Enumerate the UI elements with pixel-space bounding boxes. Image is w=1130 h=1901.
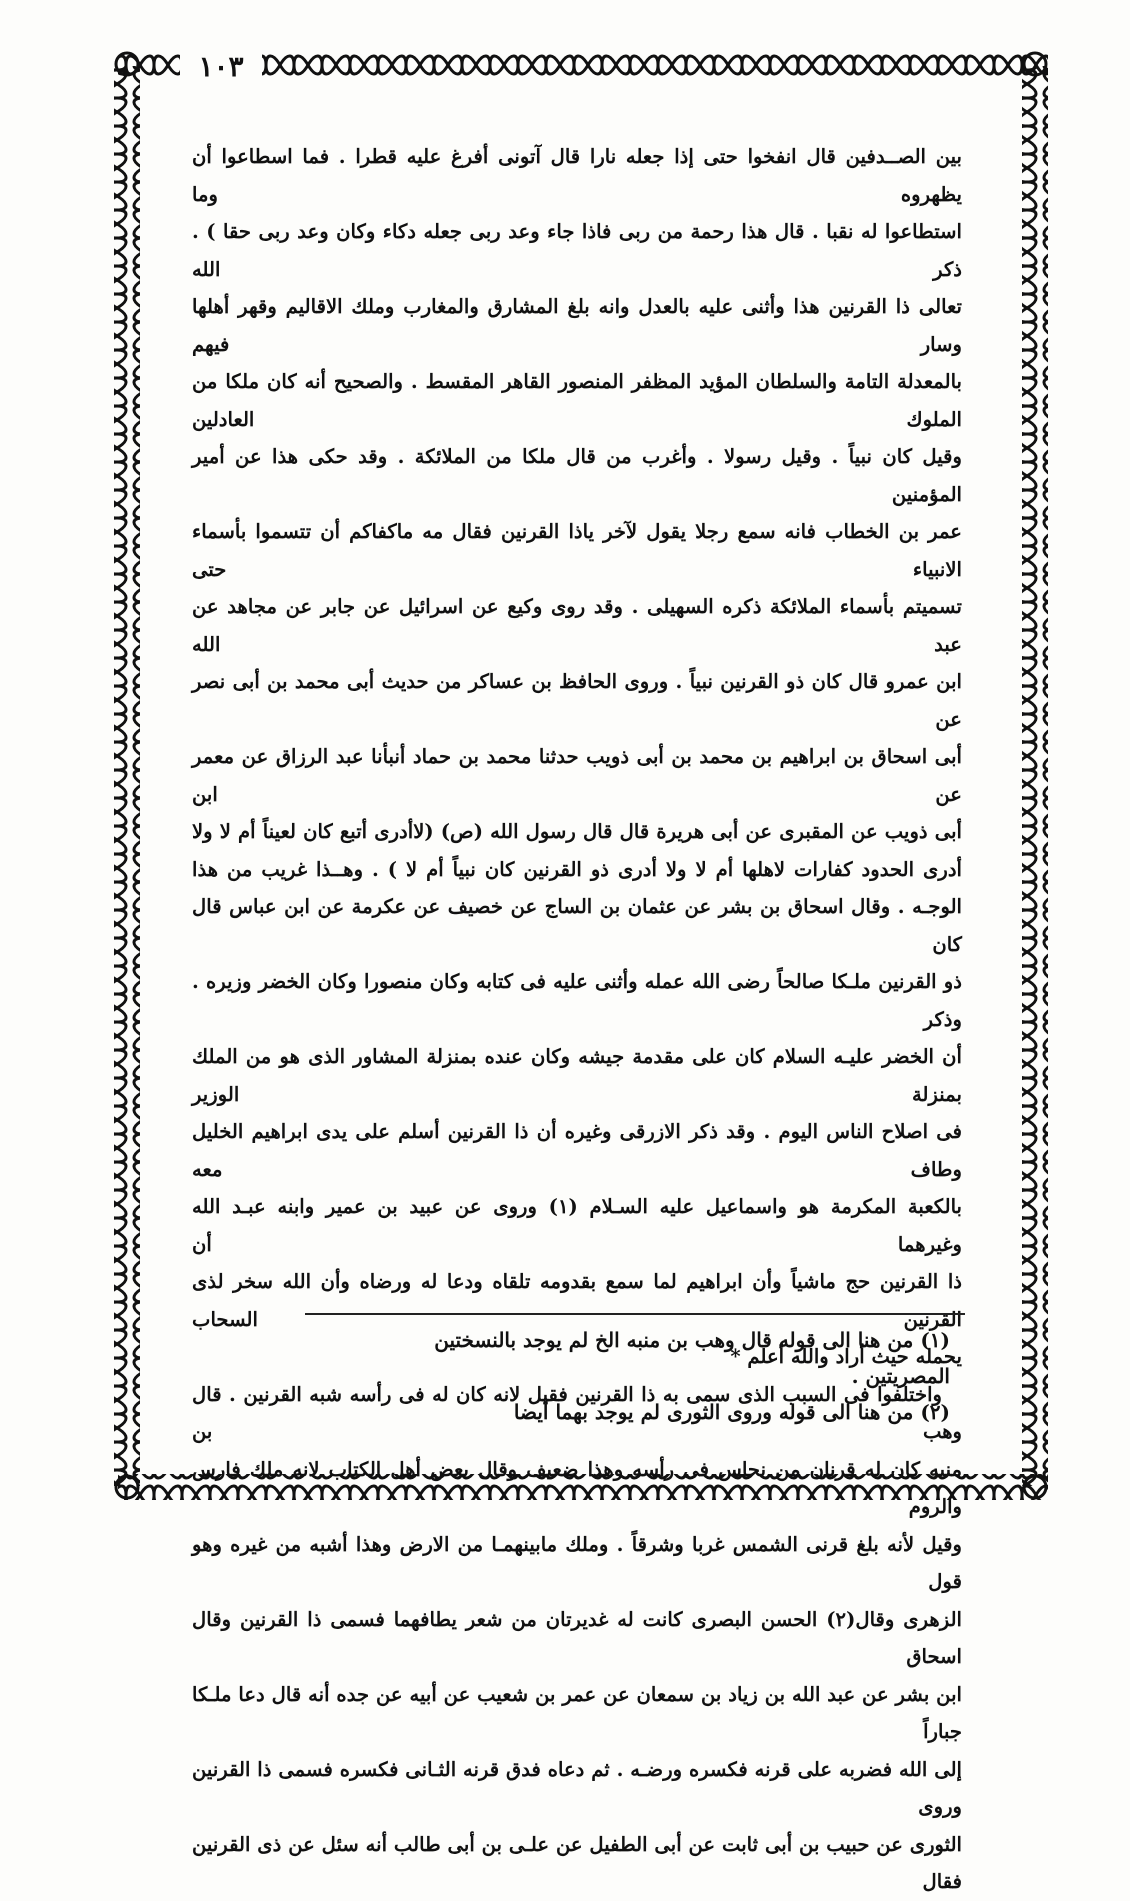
text-line: أن الخضر عليـه السلام كان على مقدمة جيشه وكان عنده بمنزلة المشاور الذى هو من الملك بمنزلة الوزير: [192, 1045, 962, 1106]
text-line: إلى الله فضربه على قرنه فكسره ورضـه . ثم دعاه فدق قرنه الثـانى فكسره فسمى ذا القرنين وروى: [192, 1757, 962, 1818]
text-line: بين الصــدفين قال انفخوا حتى إذا جعله نارا قال آتونى أفرغ عليه قطرا . فما اسطاعوا أن يظهروه وما: [192, 145, 962, 206]
text-line: ذو القرنين ملـكا صالحاً رضى الله عمله وأثنى عليه فى كتابه وكان منصورا وكان الخضر وزيره . وذكر: [192, 970, 962, 1031]
text-line: استطاعوا له نقبا . قال هذا رحمة من ربى فاذا جاء وعد ربى جعله دكاء وكان وعد ربى حقا ) . ذكر الله: [192, 220, 962, 281]
text-line: وقيل لأنه بلغ قرنى الشمس غربا وشرقاً . وملك مابينهمـا من الارض وهذا أشبه من غيره وهو قول: [192, 1532, 962, 1593]
text-line: ذا القرنين حج ماشياً وأن ابراهيم لما سمع بقدومه تلقاه ودعا له ورضاه وأن الله سخر لذى القرنين السحاب: [192, 1270, 962, 1331]
text-line: ابن عمرو قال كان ذو القرنين نبياً . وروى الحافظ بن عساكر من حديث أبى محمد بن أبى نصر عن: [192, 670, 962, 731]
text-line: تسميتم بأسماء الملائكة ذكره السهيلى . وقد روى وكيع عن اسرائيل عن جابر عن مجاهد عن عبد الله: [192, 595, 962, 656]
page-number: ١٠٣: [180, 46, 262, 88]
text-line: بالكعبة المكرمة هو واسماعيل عليه السـلام (١) وروى عن عبيد بن عمير وابنه عبـد الله وغيرهما أن: [192, 1195, 962, 1256]
text-line: أدرى الحدود كفارات لاهلها أم لا ولا أدرى ذو القرنين كان نبياً أم لا ) . وهــذا غريب من هذا: [192, 857, 962, 881]
text-line: تعالى ذا القرنين هذا وأثنى عليه بالعدل وانه بلغ المشارق والمغارب وملك الاقاليم وقهر أهلها وسار فيهم: [192, 295, 962, 356]
text-line: أبى ذويب عن المقبرى عن أبى هريرة قال قال رسول الله (ص) (لاأدرى أتبع كان لعيناً أم لا ولا: [192, 820, 962, 843]
text-line: الزهرى وقال(٢) الحسن البصرى كانت له غديرتان من شعر يطافهما فسمى ذا القرنين وقال اسحاق: [192, 1607, 962, 1668]
text-line: ابن بشر عن عبد الله بن زياد بن سمعان عن عمر بن شعيب عن أبيه عن جده أنه قال دعا ملـكا جباراً: [192, 1682, 962, 1743]
text-line: أبى اسحاق بن ابراهيم بن محمد بن أبى ذويب حدثنا محمد بن حماد أنبأنا عبد الرزاق عن معمر عن ابن: [192, 745, 962, 806]
text-line: يحمله حيث أراد والله أعلم *: [730, 1345, 962, 1368]
text-line: عمر بن الخطاب فانه سمع رجلا يقول لآخر ياذا القرنين فقال مه ماكفاكم أن تتسموا بأسماء الانبياء حتى: [192, 520, 962, 581]
footnote: (١) من هنا الى قوله قال وهب بن منبه الخ لم يوجد بالنسختين المصريتين .: [434, 1328, 950, 1388]
footnotes: [420, 1322, 950, 1430]
text-line: وقيل كان نبياً . وقيل رسولا . وأغرب من قال ملكا من الملائكة . وقد حكى هذا عن أمير المؤمنين: [192, 445, 962, 506]
text-line: منبه كان له قرنان من نحاس فى رأسه وهذا ضعيف وقال بعض أهل الكتاب لانه ملك فارس والروم: [192, 1457, 962, 1518]
text-line: الثورى عن حبيب بن أبى ثابت عن أبى الطفيل عن علـى بن أبى طالب أنه سئل عن ذى القرنين فقال: [192, 1832, 962, 1893]
text-line: واختلفوا فى السبب الذى سمى به ذا القرنين فقيل لانه كان له فى رأسه شبه القرنين . قال وهب بن: [192, 1382, 962, 1443]
footnote-divider: [305, 1313, 965, 1315]
main-text: [192, 138, 962, 1901]
text-line: بالمعدلة التامة والسلطان المؤيد المظفر المنصور القاهر المقسط . والصحيح أنه كان ملكا من الملوك العادلين: [192, 370, 962, 431]
text-line: الوجـه . وقال اسحاق بن بشر عن عثمان بن الساج عن خصيف عن عكرمة عن ابن عباس قال كان: [192, 895, 962, 956]
footnote: (٢) من هنا الى قوله وروى الثورى لم يوجد بهما أيضا: [513, 1400, 950, 1424]
text-line: فى اصلاح الناس اليوم . وقد ذكر الازرقى وغيره أن ذا القرنين أسلم على يدى ابراهيم الخليل وطاف معه: [192, 1120, 962, 1181]
